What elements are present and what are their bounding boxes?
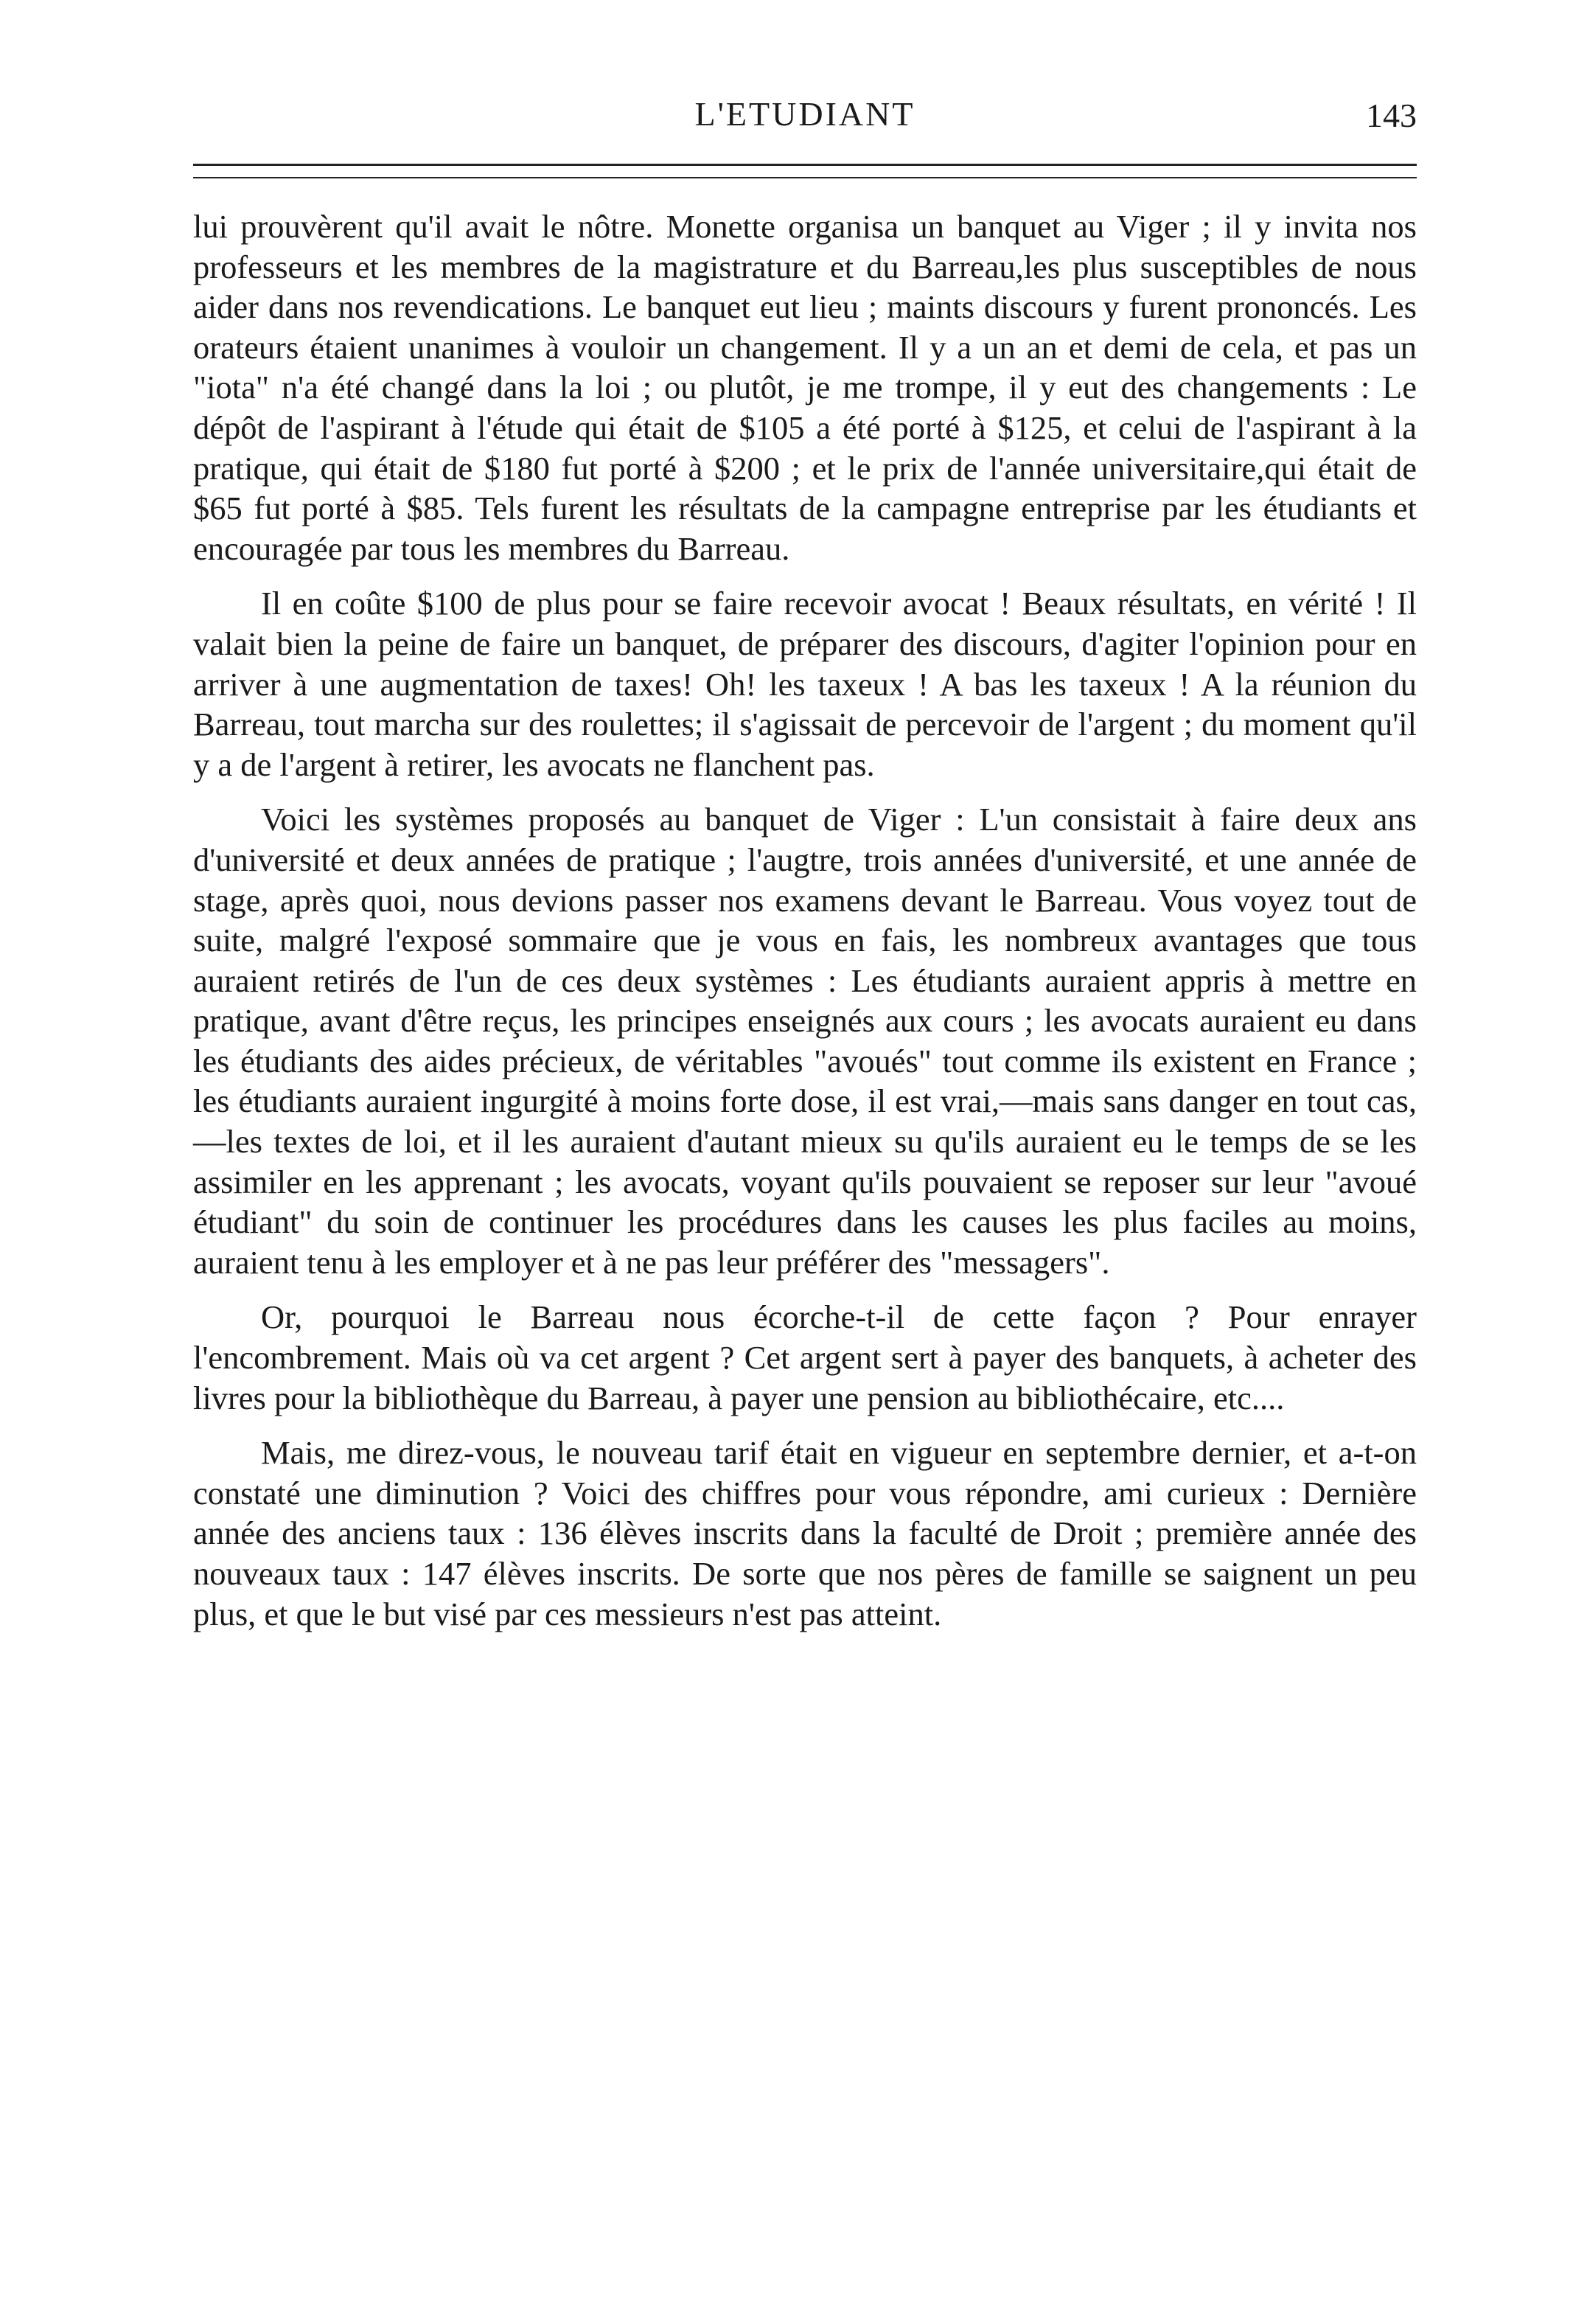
header-rule-bottom (193, 177, 1417, 178)
paragraph-continued: lui prouvèrent qu'il avait le nôtre. Monette organisa un banquet au Viger ; il y invita nos professeurs et les membres de la magistrature et du Barreau,les plus susceptibles de nous aider dans nos revendications. Le banquet eut lieu ; maints discours y furent prononcés. Les orateurs étaient unanimes à vouloir un changement. Il y a un an et demi de cela, et pas un "iota" n'a été changé dans la loi ; ou plutôt, je me trompe, il y eut des changements : Le dépôt de l'aspirant à l'étude qui était de $105 a été porté à $125, et celui de l'aspirant à la pratique, qui était de $180 fut porté à $200 ; et le prix de l'année universitaire,qui était de $65 fut porté à $85. Tels furent les résultats de la campagne entreprise par les étudiants et encouragée par tous les membres du Barreau. (193, 208, 1417, 567)
running-title: L'ETUDIANT (694, 95, 915, 133)
body-text (193, 206, 1417, 1649)
paragraph: Or, pourquoi le Barreau nous écorche-t-il de cette façon ? Pour enrayer l'encombrement. Mais où va cet argent ? Cet argent sert à payer des banquets, à acheter des livres pour la bibliothèque du Barreau, à payer une pension au bibliothécaire, etc.... (193, 1298, 1417, 1416)
page-number: 143 (1366, 97, 1417, 134)
header-rule-top (193, 164, 1417, 166)
paragraph: Mais, me direz-vous, le nouveau tarif était en vigueur en septembre dernier, et a-t-on constaté une diminution ? Voici des chiffres pour vous répondre, ami curieux : Dernière année des anciens taux : 136 élèves inscrits dans la faculté de Droit ; première année des nouveaux taux : 147 élèves inscrits. De sorte que nos pères de famille se saignent un peu plus, et que le but visé par ces messieurs n'est pas atteint. (193, 1434, 1417, 1632)
paragraph: Il en coûte $100 de plus pour se faire recevoir avocat ! Beaux résultats, en vérité ! Il valait bien la peine de faire un banquet, de préparer des discours, d'agiter l'opinion pour en arriver à une augmentation de taxes! Oh! les taxeux ! A bas les taxeux ! A la réunion du Barreau, tout marcha sur des roulettes; il s'agissait de percevoir de l'argent ; du moment qu'il y a de l'argent à retirer, les avocats ne flanchent pas. (193, 585, 1417, 783)
paragraph: Voici les systèmes proposés au banquet de Viger : L'un consistait à faire deux ans d'université et deux années de pratique ; l'augtre, trois années d'université, et une année de stage, après quoi, nous devions passer nos examens devant le Barreau. Vous voyez tout de suite, malgré l'exposé sommaire que je vous en fais, les nombreux avantages que tous auraient retirés de l'un de ces deux systèmes : Les étudiants auraient appris à mettre en pratique, avant d'être reçus, les principes enseignés aux cours ; les avocats auraient eu dans les étudiants des aides précieux, de véritables "avoués" tout comme ils existent en France ; les étudiants auraient ingurgité à moins forte dose, il est vrai,—mais sans danger en tout cas,—les textes de loi, et il les auraient d'autant mieux su qu'ils auraient eu le temps de se les assimiler en les apprenant ; les avocats, voyant qu'ils pouvaient se reposer sur leur "avoué étudiant" du soin de continuer les procédures dans les causes les plus faciles au moins, auraient tenu à les employer et à ne pas leur préférer des "messagers". (193, 801, 1417, 1281)
running-head (193, 94, 1417, 153)
